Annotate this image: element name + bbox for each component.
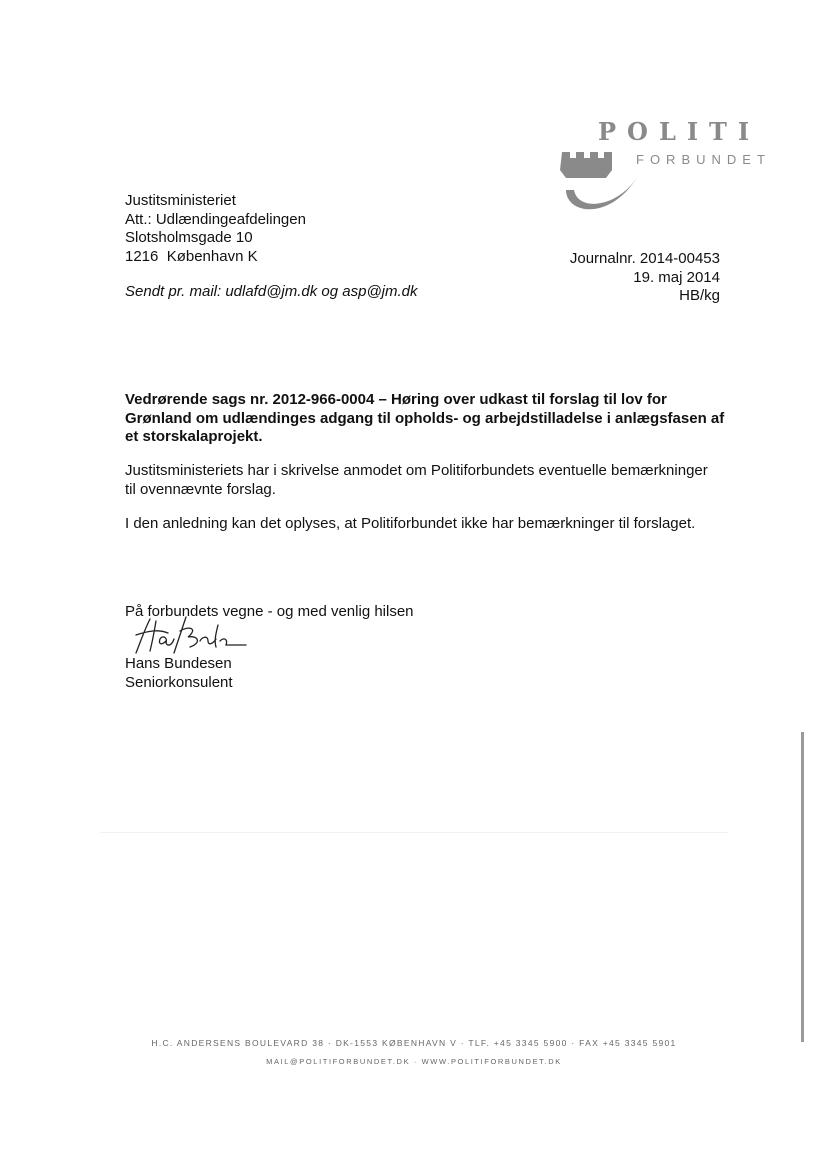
logo-subtitle: FORBUNDET [636, 152, 771, 167]
letter-date: 19. maj 2014 [633, 268, 720, 286]
handwritten-signature [128, 611, 248, 659]
recipient-attention: Att.: Udlændingeafdelingen [125, 210, 306, 228]
recipient-address [125, 192, 306, 266]
subject-heading: Vedrørende sags nr. 2012-966-0004 – Høring over udkast til forslag til lov for Grønland om udlændinges adgang til opholds- og arbejdstilladelse i anlægsfasen af et storskalaprojekt. [125, 391, 725, 445]
letter-meta [570, 250, 720, 306]
closing-line: På forbundets vegne - og med venlig hilsen [125, 603, 414, 620]
body-paragraph-2: I den anledning kan det oplyses, at Politiforbundet ikke har bemærkninger til forslaget. [125, 515, 696, 532]
scan-edge-mark [801, 732, 804, 1042]
signer-name: Hans Bundesen [125, 655, 232, 672]
sent-by-mail-note: Sendt pr. mail: udlafd@jm.dk og asp@jm.dk [125, 283, 418, 300]
recipient-city: 1216 København K [125, 247, 258, 265]
recipient-street: Slotsholmsgade 10 [125, 229, 253, 246]
logo-title: POLITI [598, 117, 761, 146]
body-paragraph-1: Justitsministeriets har i skrivelse anmodet om Politiforbundets eventuelle bemærkninger til ovennævnte forslag. [125, 462, 708, 498]
signer-title: Seniorkonsulent [125, 674, 233, 691]
recipient-name: Justitsministeriet [125, 192, 236, 209]
initials: HB/kg [679, 287, 720, 304]
journal-number: Journalnr. 2014-00453 [569, 250, 720, 267]
footer-contact: MAIL@POLITIFORBUNDET.DK · WWW.POLITIFORBUNDET.DK [266, 1057, 562, 1066]
politiforbundet-logo [560, 112, 800, 227]
footer-address: H.C. ANDERSENS BOULEVARD 38 · DK-1553 KØBENHAVN V · TLF. +45 3345 5900 · FAX +45 3345 5901 [151, 1038, 677, 1048]
crown-emblem-icon [560, 150, 650, 225]
scan-artifact-line [100, 832, 728, 833]
